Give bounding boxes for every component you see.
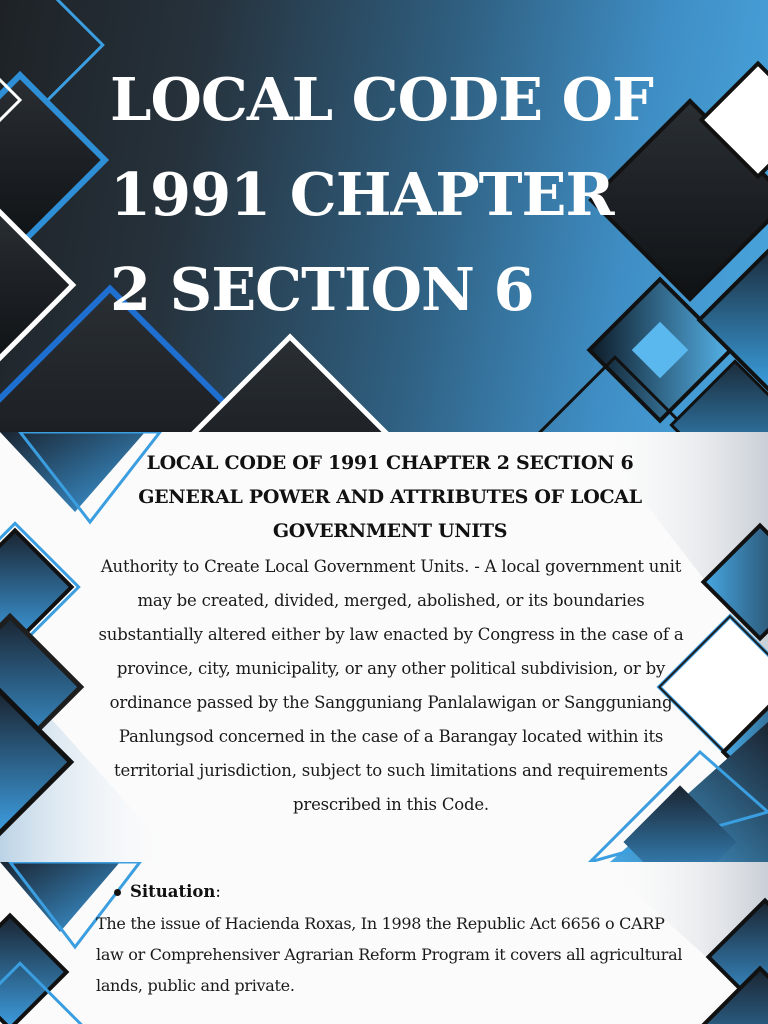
section-paragraph: Authority to Create Local Government Units. - A local government unit may be created, divided, merged, abolished, or its boundaries substantially altered either by law enacted by Congress in the case of a province, city, municipality, or any other political subdivision, or by ordinance passed by the Sangguniang Panlalawigan or Sangguniang Panlungsod concerned in the case of a Barangay located within its territorial jurisdiction, subject to such limitations and requirements prescribed in this Code.	[98, 557, 684, 814]
situation-label: Situation	[130, 882, 216, 901]
cover-title: LOCAL CODE OF 1991 CHAPTER 2 SECTION 6	[110, 65, 653, 324]
situation-bullet	[114, 878, 221, 906]
situation-colon: :	[215, 882, 221, 901]
bullet-dot-icon	[114, 889, 121, 896]
situation-text: The the issue of Hacienda Roxas, In 1998 the Republic Act 6656 o CARP law or Comprehensiver Agrarian Reform Program it covers all agricultural lands, public and private.	[96, 914, 683, 995]
cover-slide	[0, 0, 768, 432]
section-heading: LOCAL CODE OF 1991 CHAPTER 2 SECTION 6 GENERAL POWER AND ATTRIBUTES OF LOCAL GOVERNMENT UNITS	[138, 452, 642, 542]
